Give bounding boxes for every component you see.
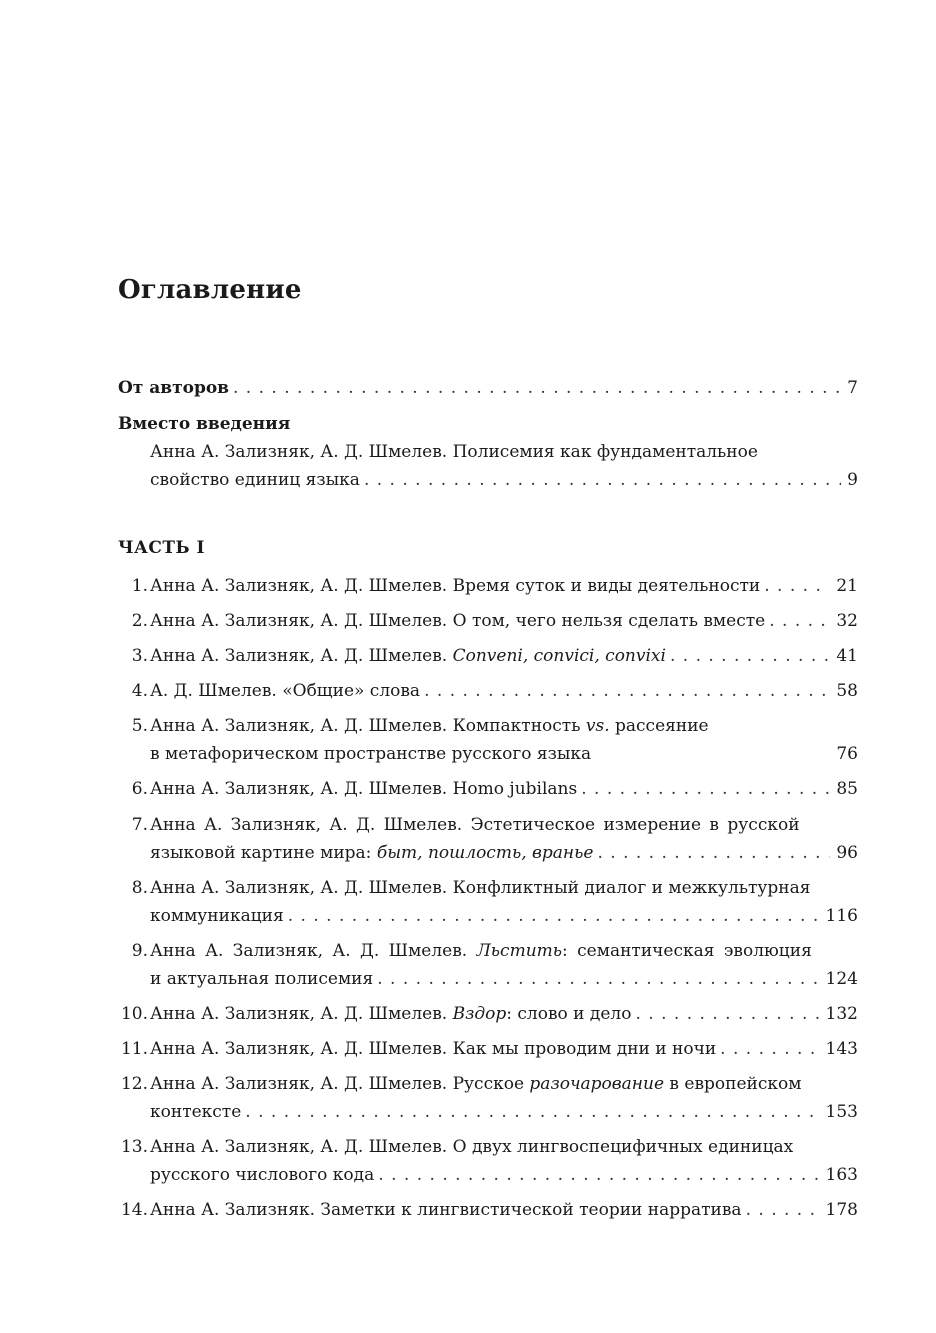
entry-number: 13. — [120, 1137, 148, 1157]
entry-page: 21 — [836, 576, 858, 596]
part-heading: ЧАСТЬ I — [118, 538, 205, 558]
entry-title-cont: языковой картине мира: — [150, 843, 377, 863]
entry-number: 11. — [120, 1039, 148, 1059]
toc-entry-intro[interactable] — [118, 409, 858, 495]
toc-entry[interactable] — [118, 571, 858, 601]
entry-page: 153 — [825, 1102, 858, 1122]
entry-title: Анна А. Зализняк. Заметки к лингвистической теории нарратива — [150, 1200, 742, 1220]
entry-title-tail: : семантическая эволюция — [562, 941, 812, 961]
entry-page: 7 — [847, 378, 858, 398]
entry-title-italic: Conveni, convici, convixi — [452, 646, 666, 666]
entry-title: Анна А. Зализняк, А. Д. Шмелев. Время суток и виды деятельности — [150, 576, 761, 596]
entry-page: 76 — [836, 744, 858, 764]
entry-title: Анна А. Зализняк, А. Д. Шмелев. Русское — [150, 1074, 530, 1094]
entry-page: 116 — [825, 906, 858, 926]
entry-page: 163 — [825, 1165, 858, 1185]
entry-page: 32 — [836, 611, 858, 631]
entry-title: Анна А. Зализняк, А. Д. Шмелев. — [150, 941, 477, 961]
entry-title: Анна А. Зализняк, А. Д. Шмелев. — [150, 646, 453, 666]
entry-title: Анна А. Зализняк, А. Д. Шмелев. Конфликтный диалог и межкультурная — [150, 878, 811, 898]
entry-title-cont: русского числового кода — [150, 1165, 375, 1185]
toc-entry[interactable] — [118, 1069, 858, 1127]
toc-entry-authors[interactable] — [118, 373, 858, 403]
entry-title-cont: свойство единиц языка — [150, 470, 360, 490]
section-label: Вместо введения — [118, 414, 291, 434]
toc-entry[interactable] — [118, 711, 858, 769]
entry-title: От авторов — [118, 378, 229, 398]
entry-title-tail: : слово и дело — [506, 1004, 632, 1024]
entry-number: 6. — [131, 779, 148, 799]
entry-number: 5. — [131, 716, 148, 736]
entry-title-cont: коммуникация — [150, 906, 284, 926]
toc-entry[interactable] — [118, 936, 858, 994]
toc-entry[interactable] — [118, 1132, 858, 1190]
entry-title-italic: быт, пошлость, вранье — [376, 843, 594, 863]
entry-number: 4. — [131, 681, 148, 701]
entry-page: 124 — [825, 969, 858, 989]
entry-page: 9 — [847, 470, 858, 490]
entry-title: Анна А. Зализняк, А. Д. Шмелев. О том, чего нельзя сделать вместе — [150, 611, 766, 631]
entry-number: 1. — [131, 576, 148, 596]
toc-entry[interactable] — [118, 999, 858, 1029]
entry-title: Анна А. Зализняк, А. Д. Шмелев. Эстетическое измерение в русской — [150, 815, 800, 835]
entry-page: 58 — [836, 681, 858, 701]
entry-title: А. Д. Шмелев. «Общие» слова — [150, 681, 421, 701]
entry-page: 132 — [825, 1004, 858, 1024]
toc-entry[interactable] — [118, 810, 858, 868]
entry-page: 41 — [836, 646, 858, 666]
toc-entry[interactable] — [118, 641, 858, 671]
toc-entry[interactable] — [118, 873, 858, 931]
toc-entry[interactable] — [118, 1034, 858, 1064]
entry-title: Анна А. Зализняк, А. Д. Шмелев. Как мы проводим дни и ночи — [150, 1039, 717, 1059]
entry-number: 3. — [131, 646, 148, 666]
entry-page: 85 — [836, 779, 858, 799]
entry-number: 10. — [120, 1004, 148, 1024]
entry-title-tail: рассеяние — [609, 716, 709, 736]
toc-entry[interactable] — [118, 606, 858, 636]
entry-number: 2. — [131, 611, 148, 631]
entry-page: 143 — [825, 1039, 858, 1059]
entry-page: 96 — [836, 843, 858, 863]
toc-entry[interactable] — [118, 1195, 858, 1225]
entry-title-italic: разочарование — [529, 1074, 665, 1094]
entry-number: 14. — [120, 1200, 148, 1220]
entry-title-italic: vs. — [585, 716, 610, 736]
entry-title-cont: и актуальная полисемия — [150, 969, 374, 989]
entry-number: 8. — [131, 878, 148, 898]
page-title: Оглавление — [118, 275, 302, 305]
entry-title-italic: Вздор — [452, 1004, 507, 1024]
toc-entry[interactable] — [118, 676, 858, 706]
entry-number: 12. — [120, 1074, 148, 1094]
entry-title-tail: в европейском — [664, 1074, 802, 1094]
entry-number: 7. — [131, 815, 148, 835]
entry-title: Анна А. Зализняк, А. Д. Шмелев. Homo jubilans — [150, 779, 578, 799]
entry-title-italic: Льстить — [476, 941, 563, 961]
entry-title-cont: контексте — [150, 1102, 242, 1122]
entry-number: 9. — [131, 941, 148, 961]
entry-title: Анна А. Зализняк, А. Д. Шмелев. Полисемия как фундаментальное — [150, 442, 758, 462]
entry-title: Анна А. Зализняк, А. Д. Шмелев. Компактность — [150, 716, 586, 736]
entry-title-cont: в метафорическом пространстве русского языка — [150, 744, 592, 764]
entry-title: Анна А. Зализняк, А. Д. Шмелев. О двух лингвоспецифичных единицах — [150, 1137, 794, 1157]
toc-entry[interactable] — [118, 774, 858, 804]
entry-title: Анна А. Зализняк, А. Д. Шмелев. — [150, 1004, 453, 1024]
entry-page: 178 — [825, 1200, 858, 1220]
